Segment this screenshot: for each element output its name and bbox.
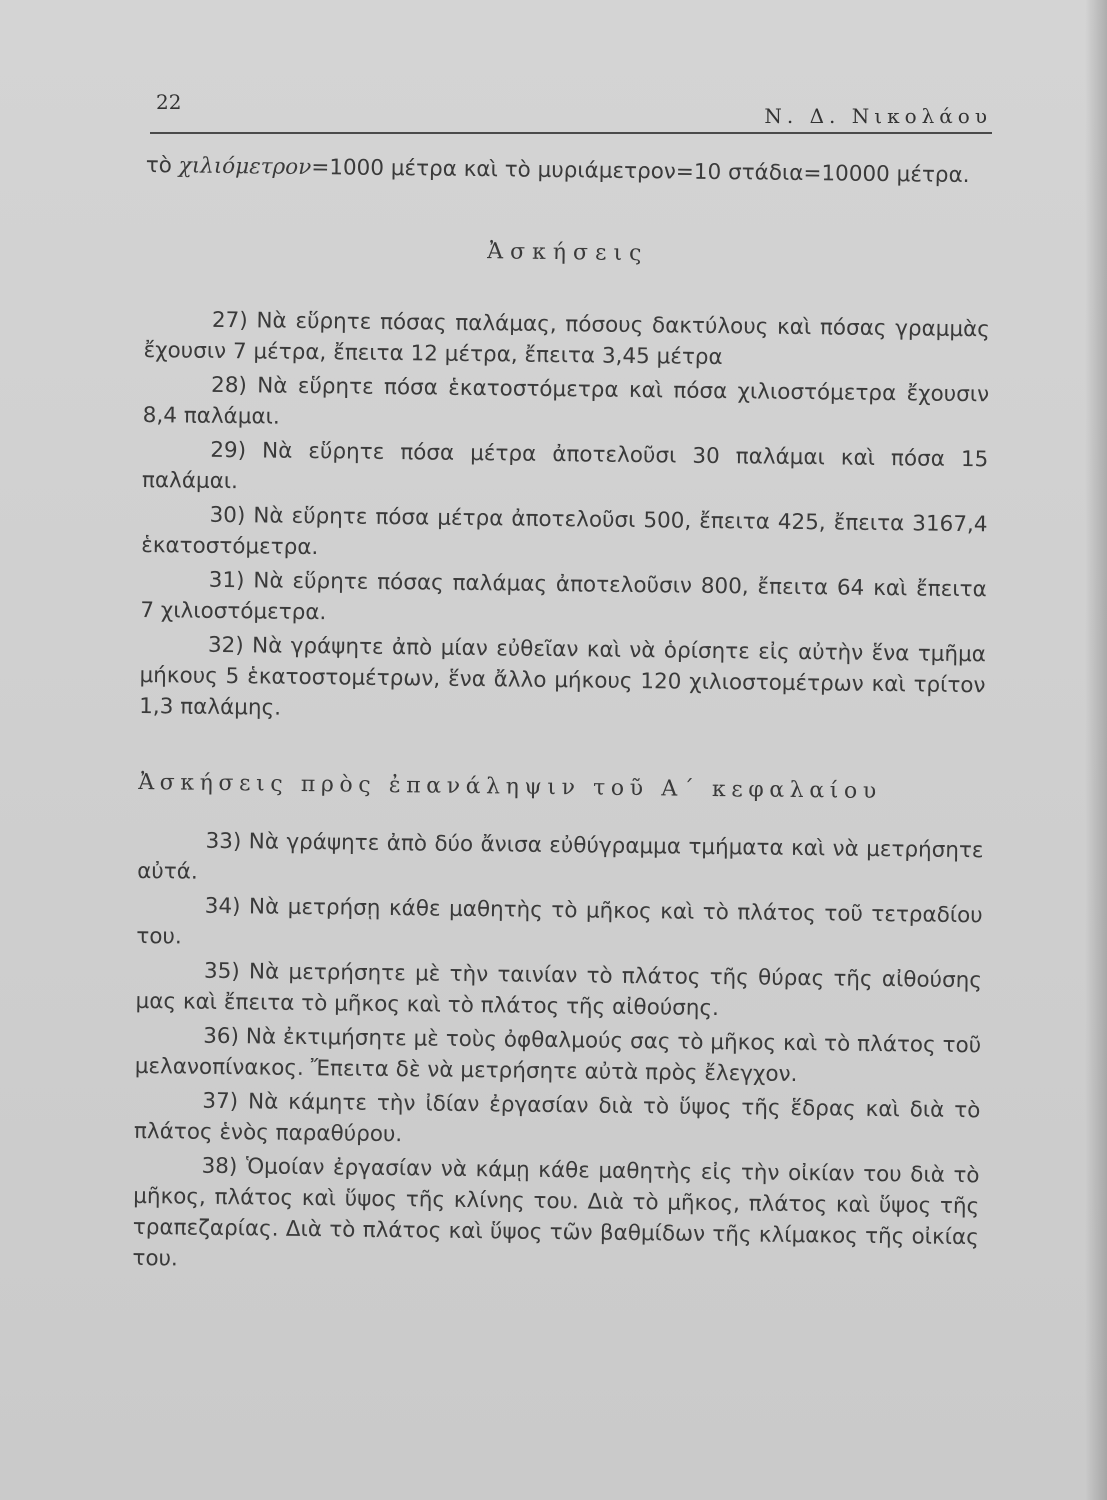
section-title-exercises: Ἀσκήσεις: [487, 239, 649, 267]
exercise-36: 36) Νὰ ἐκτιμήσητε μὲ τοὺς ὀφθαλμούς σας τὸ μῆκος καὶ τὸ πλάτος τοῦ μελανοπίνακος. Ἔπειτα δὲ νὰ μετρήσητε αὐτὰ πρὸς ἔλεγχον.: [134, 1023, 982, 1088]
exercise-38: 38) Ὁμοίαν ἐργασίαν νὰ κάμῃ κάθε μαθητὴς εἰς τὴν οἰκίαν του διὰ τὸ μῆκος, πλάτος καὶ ὕψος τῆς κλίνης του. Διὰ τὸ μῆκος, πλάτος καὶ ὕψος τῆς τραπεζαρίας. Διὰ τὸ πλάτος καὶ ὕψος τῶν βαθμίδων τῆς κλίμακος τῆς οἰκίας του.: [132, 1153, 980, 1272]
exercise-31: 31) Νὰ εὕρητε πόσας παλάμας ἀποτελοῦσιν 800, ἔπειτα 64 καὶ ἔπειτα 7 χιλιοστόμετρα.: [140, 567, 987, 626]
intro-text: =1000 μέτρα καὶ τὸ μυριάμετρον=10 στάδια=10000 μέτρα.: [311, 155, 970, 189]
exercise-29: 29) Νὰ εὕρητε πόσα μέτρα ἀποτελοῦσι 30 παλάμαι καὶ πόσα 15 παλάμαι.: [141, 437, 989, 495]
section-title-review-exercises: Ἀσκήσεις πρὸς ἐπανάληψιν τοῦ Α΄ κεφαλαίου: [138, 769, 882, 805]
exercise-33: 33) Νὰ γράψητε ἀπὸ δύο ἄνισα εὐθύγραμμα τμήματα καὶ νὰ μετρήσητε αὐτά.: [137, 828, 984, 885]
exercise-30: 30) Νὰ εὕρητε πόσα μέτρα ἀποτελοῦσι 500, ἔπειτα 425, ἔπειτα 3167,4 ἑκατοστόμετρα.: [141, 502, 988, 561]
page-header: [150, 86, 992, 140]
running-head-author: Ν. Δ. Νικολάου: [764, 104, 992, 128]
exercise-27: 27) Νὰ εὕρητε πόσας παλάμας, πόσους δακτύλους καὶ πόσας γραμμὰς ἔχουσιν 7 μέτρα, ἔπειτα 12 μέτρα, ἔπειτα 3,45 μέτρα: [143, 307, 991, 371]
intro-term: χιλιόμετρον: [178, 153, 312, 181]
intro-paragraph: τὸ χιλιόμετρον=1000 μέτρα καὶ τὸ μυριάμετρον=10 στάδια=10000 μέτρα.: [145, 152, 970, 189]
exercise-28: 28) Νὰ εὕρητε πόσα ἑκατοστόμετρα καὶ πόσα χιλιοστόμετρα ἔχουσιν 8,4 παλάμαι.: [142, 372, 990, 430]
exercise-34: 34) Νὰ μετρήσῃ κάθε μαθητὴς τὸ μῆκος καὶ τὸ πλάτος τοῦ τετραδίου του.: [136, 893, 983, 950]
page-number: 22: [156, 90, 182, 114]
exercise-37: 37) Νὰ κάμητε τὴν ἰδίαν ἐργασίαν διὰ τὸ ὕψος τῆς ἕδρας καὶ διὰ τὸ πλάτος ἑνὸς παραθύρου.: [133, 1088, 981, 1148]
page-body: [132, 150, 992, 1287]
exercise-35: 35) Νὰ μετρήσητε μὲ τὴν ταινίαν τὸ πλάτος τῆς θύρας τῆς αἰθούσης μας καὶ ἔπειτα τὸ μῆκος καὶ τὸ πλάτος τῆς αἰθούσης.: [135, 958, 983, 1022]
exercise-32: 32) Νὰ γράψητε ἀπὸ μίαν εὐθεῖαν καὶ νὰ ὁρίσητε εἰς αὐτὴν ἕνα τμῆμα μήκους 5 ἑκατοστομέτρων, ἕνα ἄλλο μήκους 120 χιλιοστομέτρων καὶ τρίτον 1,3 παλάμης.: [139, 632, 987, 721]
header-rule: [150, 132, 992, 134]
